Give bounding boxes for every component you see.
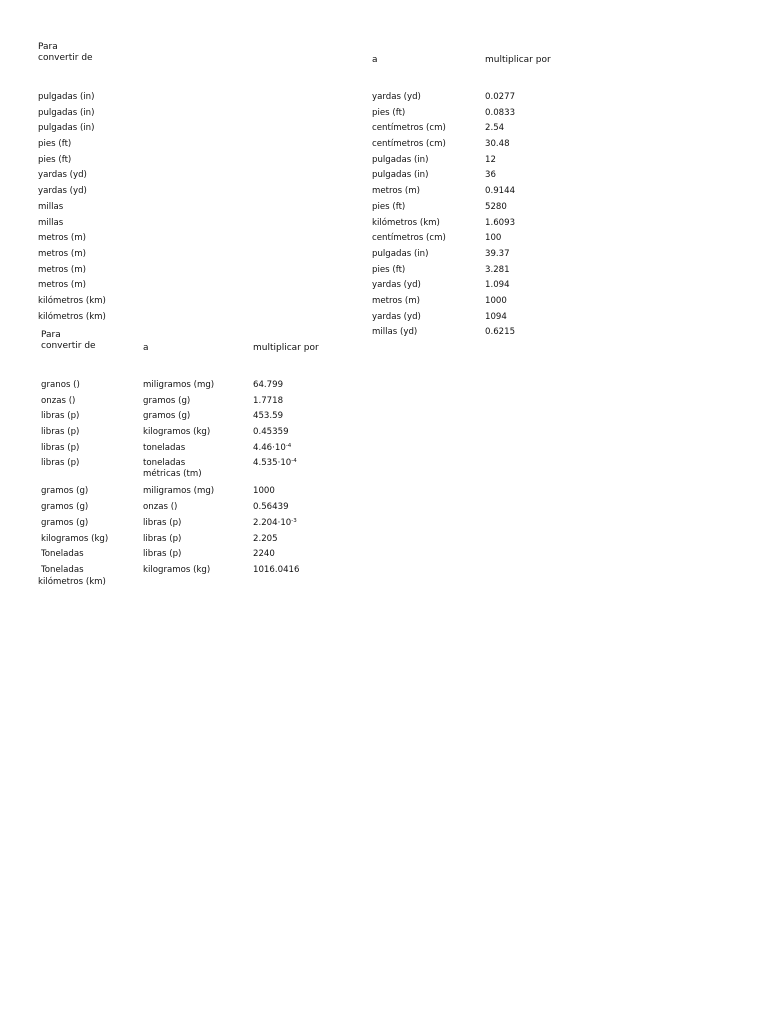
- table-row: [0, 565, 768, 577]
- from-unit: metros (m): [38, 233, 86, 244]
- factor: 453.59: [253, 411, 284, 422]
- from-unit: libras (p): [41, 458, 80, 469]
- factor: 2.205: [253, 533, 278, 544]
- to-unit: miligramos (mg): [143, 380, 215, 390]
- to-unit-line2: métricas (tm): [143, 469, 202, 480]
- factor: 39.37: [485, 248, 510, 259]
- from-unit: kilómetros (km): [38, 295, 106, 306]
- factor: 1016.0416: [253, 564, 300, 575]
- to-unit: yardas (yd): [372, 280, 421, 291]
- mass-header-from: [41, 330, 96, 352]
- from-unit: gramos (g): [41, 517, 89, 528]
- from-unit: millas: [38, 201, 64, 212]
- to-unit: kilogramos (kg): [143, 564, 211, 575]
- table-row: [0, 396, 768, 412]
- table-row: [0, 380, 768, 396]
- factor: 1000: [253, 486, 275, 497]
- factor: 0.0833: [485, 107, 516, 118]
- from-unit: kilómetros (km): [38, 311, 106, 322]
- from-unit: pies (ft): [38, 154, 72, 165]
- to-unit: miligramos (mg): [143, 486, 215, 497]
- to-unit: kilómetros (km): [372, 217, 440, 228]
- from-unit: onzas (): [41, 395, 76, 406]
- table-row: [0, 427, 768, 443]
- factor: [253, 518, 297, 528]
- factor: 36: [485, 170, 496, 181]
- length-header-from-line2: convertir de: [38, 53, 93, 63]
- to-unit: libras (p): [143, 549, 182, 560]
- factor: 1.6093: [485, 217, 516, 228]
- to-unit: centímetros (cm): [372, 139, 446, 150]
- table-row: [0, 518, 768, 534]
- factor-exponent: -3: [291, 517, 297, 524]
- factor: 2.54: [485, 123, 505, 134]
- from-unit: yardas (yd): [38, 186, 87, 197]
- to-unit: gramos (g): [143, 411, 191, 422]
- table-row: [0, 233, 768, 249]
- from-unit: millas: [38, 217, 64, 228]
- factor: 100: [485, 233, 502, 244]
- factor-base: 2.204·10: [253, 517, 292, 528]
- from-unit: pulgadas (in): [38, 92, 95, 102]
- table-row: [0, 312, 768, 328]
- factor: [253, 443, 291, 453]
- factor-base: 4.46·10: [253, 442, 286, 453]
- length-rows: [0, 92, 768, 343]
- to-unit: centímetros (cm): [372, 123, 446, 134]
- table-row: [0, 218, 768, 234]
- factor: 0.0277: [485, 92, 516, 102]
- from-unit: metros (m): [38, 264, 86, 275]
- from-unit: Toneladas: [41, 549, 84, 560]
- factor: 5280: [485, 201, 507, 212]
- table-row: [0, 502, 768, 518]
- from-unit: libras (p): [41, 442, 80, 453]
- table-row: [0, 186, 768, 202]
- mass-rows: [0, 380, 768, 593]
- to-unit: toneladas: [143, 442, 186, 453]
- to-unit-line1: toneladas: [143, 458, 186, 469]
- from-unit: pulgadas (in): [38, 107, 95, 118]
- factor-exponent: -4: [285, 442, 292, 449]
- factor: 1000: [485, 295, 507, 306]
- mass-header-factor: multiplicar por: [253, 343, 319, 353]
- table-row: [0, 327, 768, 343]
- table-row: [0, 108, 768, 124]
- table-row: [0, 202, 768, 218]
- length-header-factor: multiplicar por: [485, 55, 551, 65]
- trailing-note: kilómetros (km): [38, 576, 106, 587]
- to-unit: onzas (): [143, 502, 178, 513]
- factor: 0.45359: [253, 427, 289, 438]
- table-row: [0, 443, 768, 459]
- factor: 1094: [485, 311, 507, 322]
- to-unit: pulgadas (in): [372, 248, 429, 259]
- to-unit: yardas (yd): [372, 92, 421, 102]
- from-unit: kilogramos (kg): [41, 533, 109, 544]
- from-unit: gramos (g): [41, 502, 89, 513]
- to-unit: pulgadas (in): [372, 170, 429, 181]
- from-unit: Toneladas: [41, 564, 84, 575]
- to-unit: metros (m): [372, 186, 420, 197]
- to-unit: metros (m): [372, 295, 420, 306]
- to-unit: pies (ft): [372, 201, 406, 212]
- factor: 0.9144: [485, 186, 516, 197]
- factor: 3.281: [485, 264, 510, 275]
- factor: 0.56439: [253, 502, 289, 513]
- table-row: [0, 155, 768, 171]
- table-row: [0, 458, 768, 486]
- from-unit: metros (m): [38, 280, 86, 291]
- to-unit: pulgadas (in): [372, 154, 429, 165]
- length-header-from: [38, 42, 93, 64]
- factor: 1.094: [485, 280, 510, 291]
- mass-header-to: a: [143, 343, 149, 353]
- from-unit: pulgadas (in): [38, 123, 95, 134]
- table-row: [0, 486, 768, 502]
- from-unit: pies (ft): [38, 139, 72, 150]
- table-row: [0, 170, 768, 186]
- factor-exponent: -4: [291, 458, 297, 465]
- from-unit: granos (): [41, 380, 80, 390]
- length-header-to: a: [372, 55, 378, 65]
- from-unit: gramos (g): [41, 486, 89, 497]
- to-unit: libras (p): [143, 517, 182, 528]
- factor: 64.799: [253, 380, 284, 390]
- table-row: [0, 280, 768, 296]
- table-row: [0, 139, 768, 155]
- to-unit: yardas (yd): [372, 311, 421, 322]
- to-unit: gramos (g): [143, 395, 191, 406]
- trailing-note-row: [0, 577, 768, 593]
- to-unit: pies (ft): [372, 264, 406, 275]
- mass-header-from-line2: convertir de: [41, 341, 96, 351]
- table-row: [0, 534, 768, 550]
- to-unit: kilogramos (kg): [143, 427, 211, 438]
- factor: 2240: [253, 549, 275, 560]
- table-row: [0, 92, 768, 108]
- table-row: [0, 265, 768, 281]
- table-row: [0, 249, 768, 265]
- to-unit: millas (yd): [372, 327, 418, 338]
- factor-base: 4.535·10: [253, 458, 292, 469]
- factor: [253, 458, 297, 468]
- table-row: [0, 296, 768, 312]
- factor: 12: [485, 154, 496, 165]
- table-row: [0, 549, 768, 565]
- to-unit: [143, 458, 202, 480]
- factor: 30.48: [485, 139, 510, 150]
- to-unit: pies (ft): [372, 107, 406, 118]
- to-unit: libras (p): [143, 533, 182, 544]
- from-unit: metros (m): [38, 248, 86, 259]
- length-header-from-line1: Para: [38, 42, 58, 52]
- table-row: [0, 123, 768, 139]
- from-unit: libras (p): [41, 411, 80, 422]
- mass-header-from-line1: Para: [41, 330, 61, 340]
- table-row: [0, 411, 768, 427]
- from-unit: yardas (yd): [38, 170, 87, 181]
- to-unit: centímetros (cm): [372, 233, 446, 244]
- factor: 1.7718: [253, 395, 284, 406]
- from-unit: libras (p): [41, 427, 80, 438]
- factor: 0.6215: [485, 327, 516, 338]
